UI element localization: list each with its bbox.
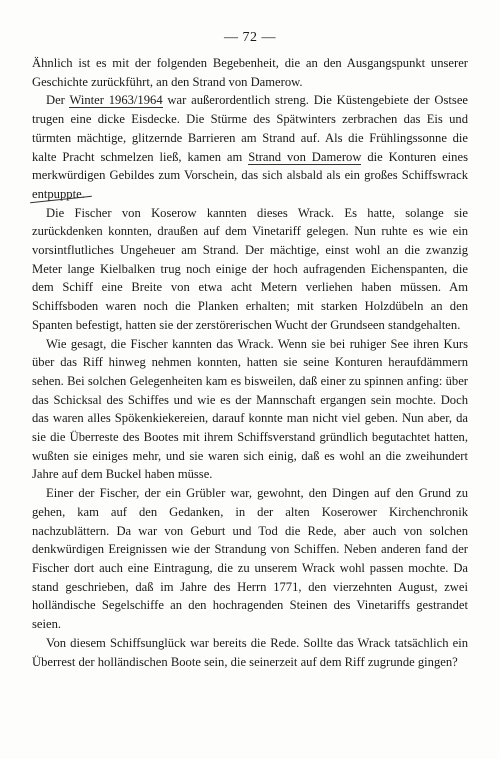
paragraph-6: Von diesem Schiffsunglück war bereits die Rede. Sollte das Wrack tatsächlich ein Überrest der holländischen Boote sein, die seinerzeit auf dem Riff zugrunde gingen?: [32, 635, 468, 669]
paragraph-3: Die Fischer von Koserow kannten dieses Wrack. Es hatte, solange sie zurückdenken konnten, draußen auf dem Vinetariff gelegen. Nun ruhte es wie ein vorsintflutliches Ungeheuer am Strand. Der mächtige, einst wohl an die zwanzig Meter lange Kielbalken trug noch einige der hoch aufragenden Eichenspanten, die dem Schiff eine Breite von etwa acht Metern verliehen haben müssen. Am Schiffsboden waren noch die Planken erhalten; mit starken Holzdübeln an den Spanten befestigt, hatten sie der zerstörerischen Wucht der Grundseen standgehalten.: [32, 205, 468, 332]
underlined-strand-von-damerow: Strand von Damerow: [248, 149, 362, 164]
underlined-winter-date: Winter 1963/1964: [69, 93, 163, 108]
paragraph-5: Einer der Fischer, der ein Grübler war, gewohnt, den Dingen auf den Grund zu gehen, kam auf den Gedanken, in der alten Koserower Kirchenchronik nachzublättern. Da war von Geburt und Tod die Rede, aber auch von solchen denkwürdigen Ereignissen wie der Strandung von Schiffen. Neben anderen fand der Fischer dort auch eine Eintragung, die zu unserem Wrack wohl passen mochte. Da stand geschrieben, daß im Jahre des Herrn 1771, den vierzehnten August, zwei holländische Segelschiffe an den hochragenden Steinen des Vinetariffs gestrandet seien.: [32, 486, 468, 632]
paragraph-2-prefix: Der: [46, 93, 70, 108]
page-number: — 72 —: [224, 30, 276, 45]
paragraph-2-end: die Konturen eines merkwürdigen Gebildes zum Vorschein, das sich alsbald als ein großes Schiffswrack entpuppte.: [32, 149, 468, 201]
body-text: [32, 54, 468, 671]
paragraph-1: Ähnlich ist es mit der folgenden Begebenheit, die an den Ausgangspunkt unserer Geschichte zurückführt, an den Strand von Damerow.: [32, 56, 468, 89]
paragraph-2-body: war außerordentlich streng. Die Küstengebiete der Ostsee trugen eine dicke Eisdecke. Die Stürme des Spätwinters zerbrachen das Eis und türmten mächtige, glitzernde Barrieren am Strand auf. Als die Frühlingssonne die kalte Pracht schmelzen ließ, kamen am: [32, 93, 469, 164]
paragraph-2: [32, 91, 468, 203]
paragraph-4: Wie gesagt, die Fischer kannten das Wrack. Wenn sie bei ruhiger See ihren Kurs über das Riff hinweg nehmen konnten, hatten sie seine Konturen heraufdämmern sehen. Bei solchen Gelegenheiten kam es bisweilen, daß einer zu spinnen anfing: über das Schicksal des Schiffes und wie es der Mannschaft ergangen sein mochte. Doch das waren alles Spökenkiekereien, darauf konnte man nicht viel geben. Nun aber, da sie die Überreste des Bootes mit ihrem Schiffsverstand gründlich begutachtet hatten, wußten sie einiges mehr, und sie waren sich einig, daß es wohl an die zweihundert Jahre auf dem Buckel haben müsse.: [32, 336, 468, 482]
